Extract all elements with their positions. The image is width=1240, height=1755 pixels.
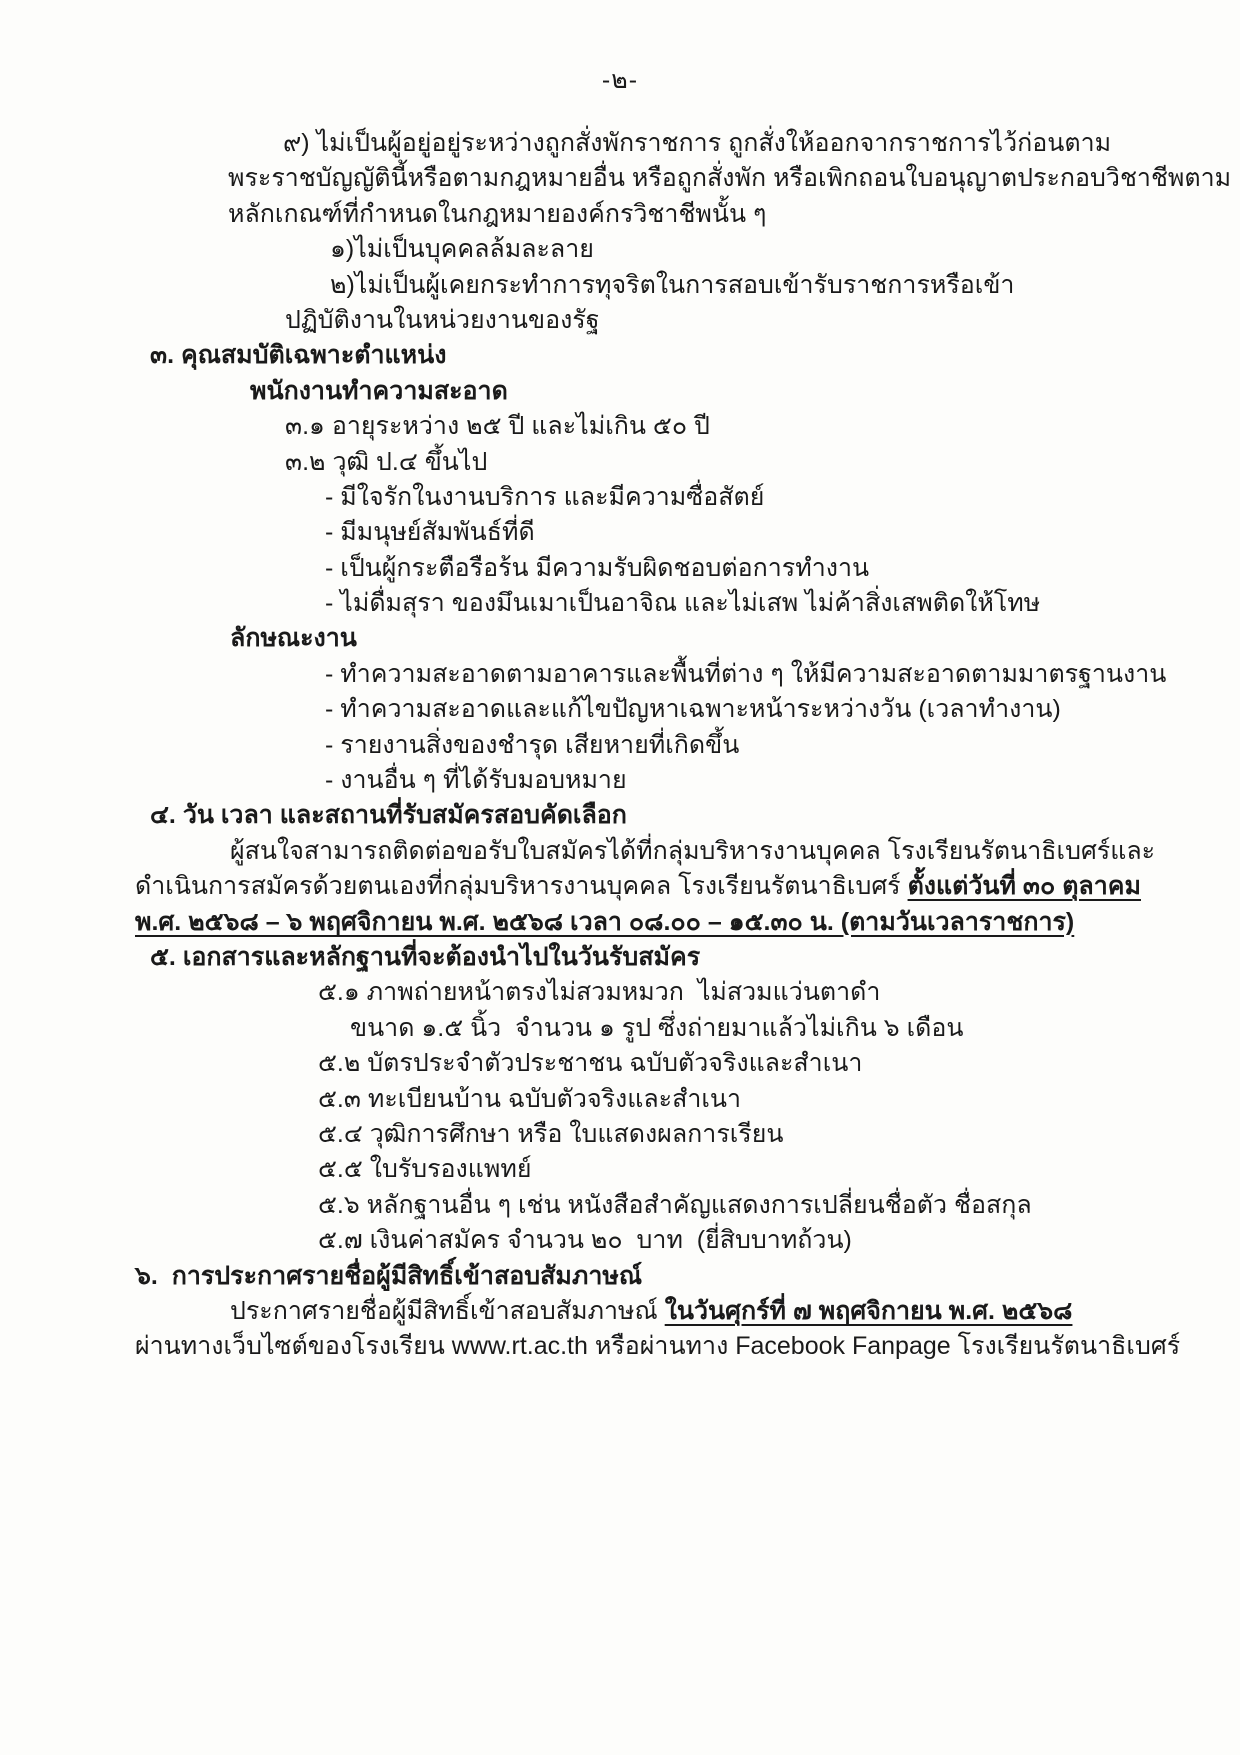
text-line bbox=[135, 1117, 1200, 1152]
text-line bbox=[135, 551, 1200, 586]
text-segment: ๙) ไม่เป็นผู้อยู่อยู่ระหว่างถูกสั่งพักราชการ ถูกสั่งให้ออกจากราชการไว้ก่อนตาม bbox=[283, 129, 1112, 157]
emphasized-text: ตั้งแต่วันที่ ๓๐ ตุลาคม bbox=[907, 872, 1141, 901]
text-segment: - ทำความสะอาดตามอาคารและพื้นที่ต่าง ๆ ให้มีความสะอาดตามมาตรฐานงาน bbox=[325, 659, 1167, 688]
text-segment: ลักษณะงาน bbox=[230, 624, 357, 653]
text-segment: ๕. เอกสารและหลักฐานที่จะต้องนำไปในวันรับสมัคร bbox=[150, 942, 701, 971]
text-line bbox=[135, 798, 1200, 833]
text-line bbox=[135, 1046, 1200, 1081]
text-line bbox=[135, 657, 1200, 692]
text-segment: - รายงานสิ่งของชำรุด เสียหายที่เกิดขึ้น bbox=[325, 730, 740, 759]
text-segment: ๔. วัน เวลา และสถานที่รับสมัครสอบคัดเลือก bbox=[150, 801, 627, 830]
text-line bbox=[135, 374, 1200, 409]
text-line bbox=[135, 409, 1200, 444]
text-line bbox=[135, 197, 1200, 232]
text-segment: ๕.๒ บัตรประจำตัวประชาชน ฉบับตัวจริงและสำเนา bbox=[318, 1049, 863, 1078]
text-line bbox=[135, 1011, 1200, 1046]
text-line bbox=[135, 1223, 1200, 1258]
text-segment: ๓.๑ อายุระหว่าง ๒๕ ปี และไม่เกิน ๕๐ ปี bbox=[285, 412, 710, 441]
text-line bbox=[135, 338, 1200, 373]
text-segment: - มีมนุษย์สัมพันธ์ที่ดี bbox=[325, 518, 535, 547]
text-segment: ผู้สนใจสามารถติดต่อขอรับใบสมัครได้ที่กลุ่มบริหารงานบุคคล โรงเรียนรัตนาธิเบศร์และ bbox=[230, 836, 1156, 865]
text-segment: ๑)ไม่เป็นบุคคลล้มละลาย bbox=[330, 235, 594, 264]
text-segment: - เป็นผู้กระตือรือร้น มีความรับผิดชอบต่อการทำงาน bbox=[325, 553, 870, 582]
document-body bbox=[135, 126, 1232, 1365]
text-line bbox=[135, 905, 1200, 940]
text-line bbox=[135, 232, 1200, 267]
text-segment: ดำเนินการสมัครด้วยตนเองที่กลุ่มบริหารงานบุคคล โรงเรียนรัตนาธิเบศร์ bbox=[135, 872, 908, 901]
text-line bbox=[135, 126, 1200, 161]
text-segment: ๕.๔ วุฒิการศึกษา หรือ ใบแสดงผลการเรียน bbox=[318, 1119, 784, 1148]
text-segment: - ไม่ดื่มสุรา ของมึนเมาเป็นอาจิณ และไม่เสพ ไม่ค้าสิ่งเสพติดให้โทษ bbox=[325, 589, 1041, 618]
text-line bbox=[135, 1082, 1200, 1117]
text-line bbox=[135, 1188, 1200, 1223]
text-segment: ๕.๖ หลักฐานอื่น ๆ เช่น หนังสือสำคัญแสดงการเปลี่ยนชื่อตัว ชื่อสกุล bbox=[318, 1190, 1032, 1219]
text-segment: - ทำความสะอาดและแก้ไขปัญหาเฉพาะหน้าระหว่างวัน (เวลาทำงาน) bbox=[325, 695, 1061, 724]
text-segment: ผ่านทางเว็บไซต์ของโรงเรียน www.rt.ac.th หรือผ่านทาง Facebook Fanpage โรงเรียนรัตนาธิเบศร์ bbox=[135, 1332, 1181, 1361]
text-line bbox=[135, 692, 1200, 727]
text-line bbox=[135, 763, 1200, 798]
text-line bbox=[135, 1294, 1200, 1329]
text-line bbox=[135, 515, 1200, 550]
text-segment: ขนาด ๑.๕ นิ้ว จำนวน ๑ รูป ซึ่งถ่ายมาแล้วไม่เกิน ๖ เดือน bbox=[350, 1013, 964, 1042]
text-segment: ประกาศรายชื่อผู้มีสิทธิ์เข้าสอบสัมภาษณ์ bbox=[230, 1296, 665, 1325]
text-segment: ๓.๒ วุฒิ ป.๔ ขึ้นไป bbox=[285, 447, 488, 476]
text-line bbox=[135, 728, 1200, 763]
text-segment: - งานอื่น ๆ ที่ได้รับมอบหมาย bbox=[325, 766, 627, 795]
text-line bbox=[135, 834, 1200, 869]
text-segment: - มีใจรักในงานบริการ และมีความซื่อสัตย์ bbox=[325, 482, 765, 511]
text-line bbox=[135, 869, 1200, 904]
text-segment: ๕.๓ ทะเบียนบ้าน ฉบับตัวจริงและสำเนา bbox=[318, 1084, 742, 1113]
text-line bbox=[135, 480, 1200, 515]
text-segment: พนักงานทำความสะอาด bbox=[250, 376, 508, 405]
text-segment: ๕.๗ เงินค่าสมัคร จำนวน ๒๐ บาท (ยี่สิบบาทถ้วน) bbox=[318, 1226, 852, 1255]
text-line bbox=[135, 268, 1200, 303]
text-line bbox=[135, 975, 1200, 1010]
text-segment: ๓. คุณสมบัติเฉพาะตำแหน่ง bbox=[150, 341, 447, 370]
text-line bbox=[135, 1259, 1200, 1294]
text-line bbox=[135, 586, 1200, 621]
emphasized-text: พ.ศ. ๒๕๖๘ – ๖ พฤศจิกายน พ.ศ. ๒๕๖๘ เวลา ๐๘.๐๐ – ๑๕.๓๐ น. (ตามวันเวลาราชการ) bbox=[135, 907, 1075, 936]
text-line bbox=[135, 1329, 1200, 1364]
text-segment: ๕.๑ ภาพถ่ายหน้าตรงไม่สวมหมวก ไม่สวมแว่นตาดำ bbox=[318, 978, 881, 1007]
page-number: -๒- bbox=[601, 66, 639, 94]
text-line bbox=[135, 940, 1200, 975]
text-segment: ๖. การประกาศรายชื่อผู้มีสิทธิ์เข้าสอบสัมภาษณ์ bbox=[135, 1261, 643, 1290]
text-segment: ๒)ไม่เป็นผู้เคยกระทำการทุจริตในการสอบเข้ารับราชการหรือเข้า bbox=[330, 270, 1015, 299]
text-segment: ๕.๕ ใบรับรองแพทย์ bbox=[318, 1155, 532, 1184]
text-segment: หลักเกณฑ์ที่กำหนดในกฎหมายองค์กรวิชาชีพนั้น ๆ bbox=[228, 199, 767, 228]
text-segment: พระราชบัญญัตินี้หรือตามกฎหมายอื่น หรือถูกสั่งพัก หรือเพิกถอนใบอนุญาตประกอบวิชาชีพตาม bbox=[228, 164, 1232, 193]
text-line bbox=[135, 1152, 1200, 1187]
text-line bbox=[135, 445, 1200, 480]
text-line bbox=[135, 621, 1200, 656]
text-line bbox=[135, 303, 1200, 338]
text-segment: ปฏิบัติงานในหน่วยงานของรัฐ bbox=[285, 305, 600, 334]
emphasized-text: ในวันศุกร์ที่ ๗ พฤศจิกายน พ.ศ. ๒๕๖๘ bbox=[664, 1296, 1073, 1325]
text-line bbox=[135, 161, 1232, 196]
